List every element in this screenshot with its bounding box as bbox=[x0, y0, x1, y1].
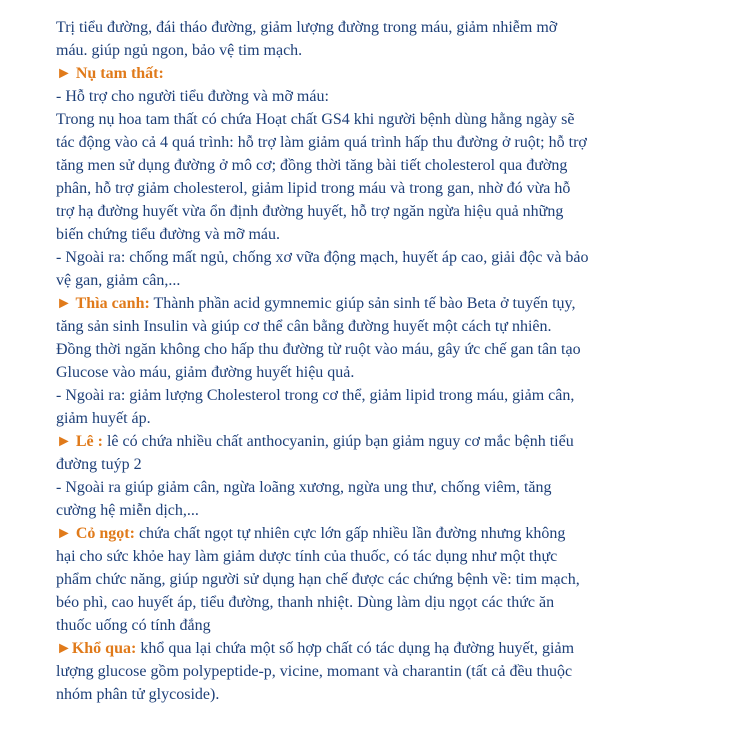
text-line-with-heading bbox=[56, 430, 699, 453]
text-line: Glucose vào máu, giảm đường huyết hiệu quả. bbox=[56, 364, 355, 381]
text-line: tác động vào cả 4 quá trình: hỗ trợ làm giảm quá trình hấp thu đường ở ruột; hỗ trợ bbox=[56, 134, 587, 151]
text-line: máu. giúp ngủ ngon, bảo vệ tim mạch. bbox=[56, 42, 303, 59]
text-line: - Hỗ trợ cho người tiểu đường và mỡ máu: bbox=[56, 88, 329, 105]
text-line: biến chứng tiểu đường và mỡ máu. bbox=[56, 226, 280, 243]
text-line: giảm huyết áp. bbox=[56, 410, 151, 427]
text-line: hại cho sức khỏe hay làm giảm dược tính của thuốc, có tác dụng như một thực bbox=[56, 548, 558, 565]
text-line-with-heading bbox=[56, 522, 699, 545]
heading-thia-canh: ► Thìa canh: bbox=[56, 295, 150, 312]
text-line: nhóm phân tử glycoside). bbox=[56, 686, 220, 703]
text-line-with-heading bbox=[56, 292, 699, 315]
text-line: tăng men sử dụng đường ở mô cơ; đồng thời tăng bài tiết cholesterol qua đường bbox=[56, 157, 568, 174]
text-line: phân, hỗ trợ giảm cholesterol, giảm lipid trong máu và trong gan, nhờ đó vừa hỗ bbox=[56, 180, 571, 197]
text-line: lượng glucose gồm polypeptide-p, vicine, momant và charantin (tất cả đều thuộc bbox=[56, 663, 573, 680]
text-line: Trong nụ hoa tam thất có chứa Hoạt chất GS4 khi người bệnh dùng hằng ngày sẽ bbox=[56, 111, 575, 128]
text-line: Đồng thời ngăn không cho hấp thu đường từ ruột vào máu, gây ức chế gan tân tạo bbox=[56, 341, 581, 358]
text-line: vệ gan, giảm cân,... bbox=[56, 272, 181, 289]
text-line: cường hệ miễn dịch,... bbox=[56, 502, 199, 519]
text-segment: chứa chất ngọt tự nhiên cực lớn gấp nhiều lần đường nhưng không bbox=[134, 525, 566, 542]
text-line: - Ngoài ra: chống mất ngủ, chống xơ vữa động mạch, huyết áp cao, giải độc và bảo bbox=[56, 249, 589, 266]
heading-le: ► Lê : bbox=[56, 433, 103, 450]
text-line: - Ngoài ra: giảm lượng Cholesterol trong cơ thể, giảm lipid trong máu, giảm cân, bbox=[56, 387, 575, 404]
text-line-with-heading bbox=[56, 637, 699, 660]
text-line: béo phì, cao huyết áp, tiểu đường, thanh nhiệt. Dùng làm dịu ngọt các thức ăn bbox=[56, 594, 555, 611]
text-line: tăng sản sinh Insulin và giúp cơ thể cân bằng đường huyết một cách tự nhiên. bbox=[56, 318, 552, 335]
text-segment: khổ qua lại chứa một số hợp chất có tác dụng hạ đường huyết, giảm bbox=[140, 640, 575, 657]
text-segment: lê có chứa nhiều chất anthocyanin, giúp bạn giảm nguy cơ mắc bệnh tiểu bbox=[102, 433, 574, 450]
text-line: đường tuýp 2 bbox=[56, 456, 142, 473]
text-line: Trị tiểu đường, đái tháo đường, giảm lượng đường trong máu, giảm nhiễm mỡ bbox=[56, 19, 558, 36]
text-segment: Thành phần acid gymnemic giúp sản sinh tế bào Beta ở tuyến tụy, bbox=[149, 295, 576, 312]
text-line: thuốc uống có tính đắng bbox=[56, 617, 211, 634]
text-line: - Ngoài ra giúp giảm cân, ngừa loãng xương, ngừa ung thư, chống viêm, tăng bbox=[56, 479, 552, 496]
heading-nu-tam-that: ► Nụ tam thất: bbox=[56, 65, 164, 82]
text-line: phẩm chức năng, giúp người sử dụng hạn chế được các chứng bệnh về: tim mạch, bbox=[56, 571, 580, 588]
text-line: trợ hạ đường huyết vừa ổn định đường huyết, hỗ trợ ngăn ngừa hiệu quả những bbox=[56, 203, 564, 220]
heading-co-ngot: ► Cỏ ngọt: bbox=[56, 525, 135, 542]
heading-kho-qua: ►Khổ qua: bbox=[56, 640, 141, 657]
